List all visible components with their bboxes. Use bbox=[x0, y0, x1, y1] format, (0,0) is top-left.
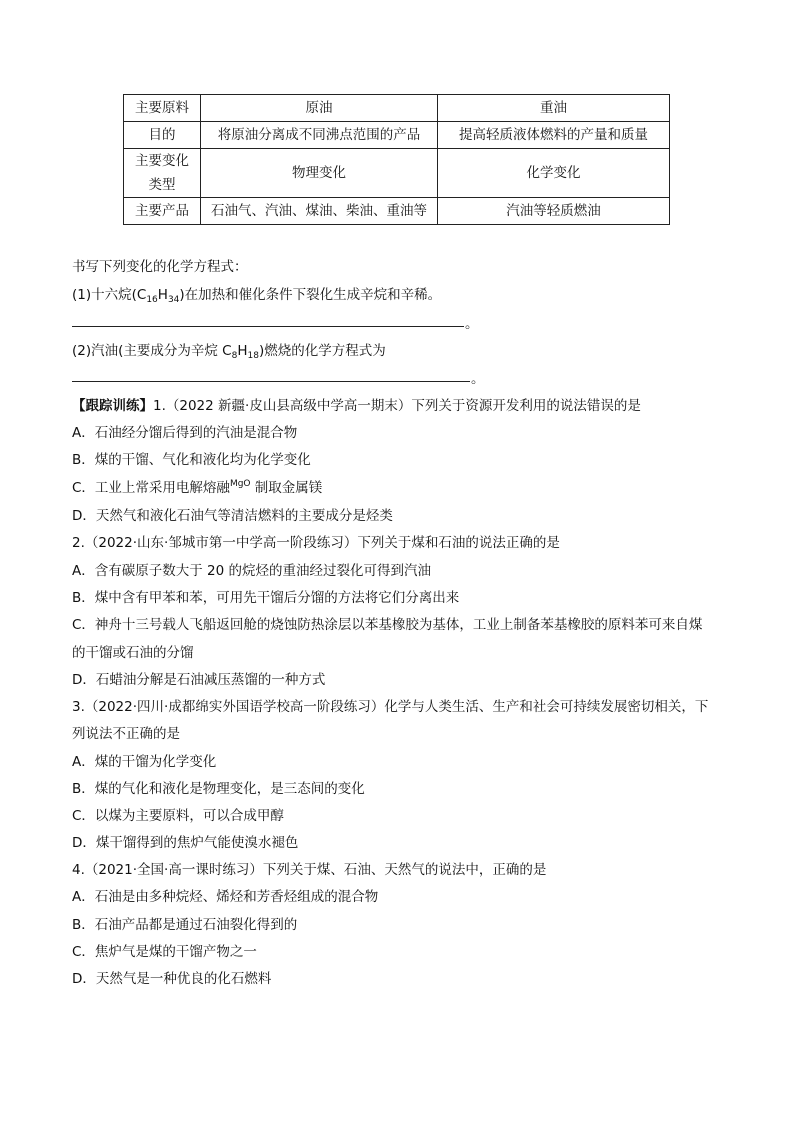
table-cell: 目的 bbox=[124, 122, 201, 149]
option: C．以煤为主要原料，可以合成甲醇 bbox=[72, 808, 284, 824]
question-2: (2)汽油(主要成分为辛烷 $C_8H_{18}$)燃烧的化学方程式为 bbox=[72, 343, 386, 361]
table-cell: 原油 bbox=[201, 95, 438, 122]
table-cell: 主要产品 bbox=[124, 198, 201, 225]
table-cell: 化学变化 bbox=[438, 149, 670, 198]
option: A．煤的干馏为化学变化 bbox=[72, 754, 217, 770]
option: D．煤干馏得到的焦炉气能使溴水褪色 bbox=[72, 835, 299, 851]
option: B．煤的干馏、气化和液化均为化学变化 bbox=[72, 452, 311, 468]
exercise-4-head: 4.（2021·全国·高一课时练习）下列关于煤、石油、天然气的说法中，正确的是 bbox=[72, 862, 547, 878]
option-continuation: 的干馏或石油的分馏 bbox=[72, 645, 194, 661]
table-cell: 将原油分离成不同沸点范围的产品 bbox=[201, 122, 438, 149]
table-row bbox=[124, 149, 670, 198]
option: A．石油经分馏后得到的汽油是混合物 bbox=[72, 425, 298, 441]
option: A．石油是由多种烷烃、烯烃和芳香烃组成的混合物 bbox=[72, 889, 379, 905]
table-row bbox=[124, 95, 670, 122]
answer-blank[interactable] bbox=[72, 381, 470, 382]
table-row bbox=[124, 122, 670, 149]
exercise-2-head: 2.（2022·山东·邹城市第一中学高一阶段练习）下列关于煤和石油的说法正确的是 bbox=[72, 535, 560, 551]
option: B．石油产品都是通过石油裂化得到的 bbox=[72, 917, 298, 933]
table-row bbox=[124, 198, 670, 225]
answer-blank[interactable] bbox=[72, 326, 464, 327]
question-1: (1)十六烷$(C_{16}H_{34})$在加热和催化条件下裂化生成辛烷和辛稀。 bbox=[72, 287, 442, 305]
table-cell: 主要原料 bbox=[124, 95, 201, 122]
option: D．石蜡油分解是石油减压蒸馏的一种方式 bbox=[72, 672, 326, 688]
period: 。 bbox=[465, 316, 479, 332]
option: A．含有碳原子数大于 20 的烷烃的重油经过裂化可得到汽油 bbox=[72, 563, 431, 579]
option: D．天然气是一种优良的化石燃料 bbox=[72, 971, 272, 987]
option: D．天然气和液化石油气等清洁燃料的主要成分是烃类 bbox=[72, 508, 393, 524]
option: C．神舟十三号载人飞船返回舱的烧蚀防热涂层以苯基橡胶为基体，工业上制备苯基橡胶的原料苯可来自煤 bbox=[72, 617, 703, 633]
table-cell: 重油 bbox=[438, 95, 670, 122]
option: B．煤中含有甲苯和苯，可用先干馏后分馏的方法将它们分离出来 bbox=[72, 590, 460, 606]
option: C．工业上常采用电解熔融$^{MgO}$ 制取金属镁 bbox=[72, 479, 323, 496]
table-cell: 物理变化 bbox=[201, 149, 438, 198]
instruction-text: 书写下列变化的化学方程式： bbox=[72, 259, 248, 275]
option: B．煤的气化和液化是物理变化，是三态间的变化 bbox=[72, 781, 365, 797]
exercise-1-head: 【跟踪训练】1.（2022 新疆·皮山县高级中学高一期末）下列关于资源开发利用的说法错误的是 bbox=[72, 398, 641, 414]
option: C．焦炉气是煤的干馏产物之一 bbox=[72, 944, 257, 960]
row-label-line: 类型 bbox=[148, 177, 176, 193]
table-cell: 汽油等轻质燃油 bbox=[438, 198, 670, 225]
table-cell: 提高轻质液体燃料的产量和质量 bbox=[438, 122, 670, 149]
comparison-table bbox=[123, 94, 670, 225]
exercise-3-head: 3.（2022·四川·成都绵实外国语学校高一阶段练习）化学与人类生活、生产和社会可持续发展密切相关，下 bbox=[72, 699, 709, 715]
exercise-3-head-continuation: 列说法不正确的是 bbox=[72, 726, 180, 742]
table-cell: 石油气、汽油、煤油、柴油、重油等 bbox=[201, 198, 438, 225]
period: 。 bbox=[471, 371, 485, 387]
row-label-line: 主要变化 bbox=[135, 153, 189, 169]
table-cell bbox=[124, 149, 201, 198]
formula: MgO bbox=[229, 479, 251, 489]
